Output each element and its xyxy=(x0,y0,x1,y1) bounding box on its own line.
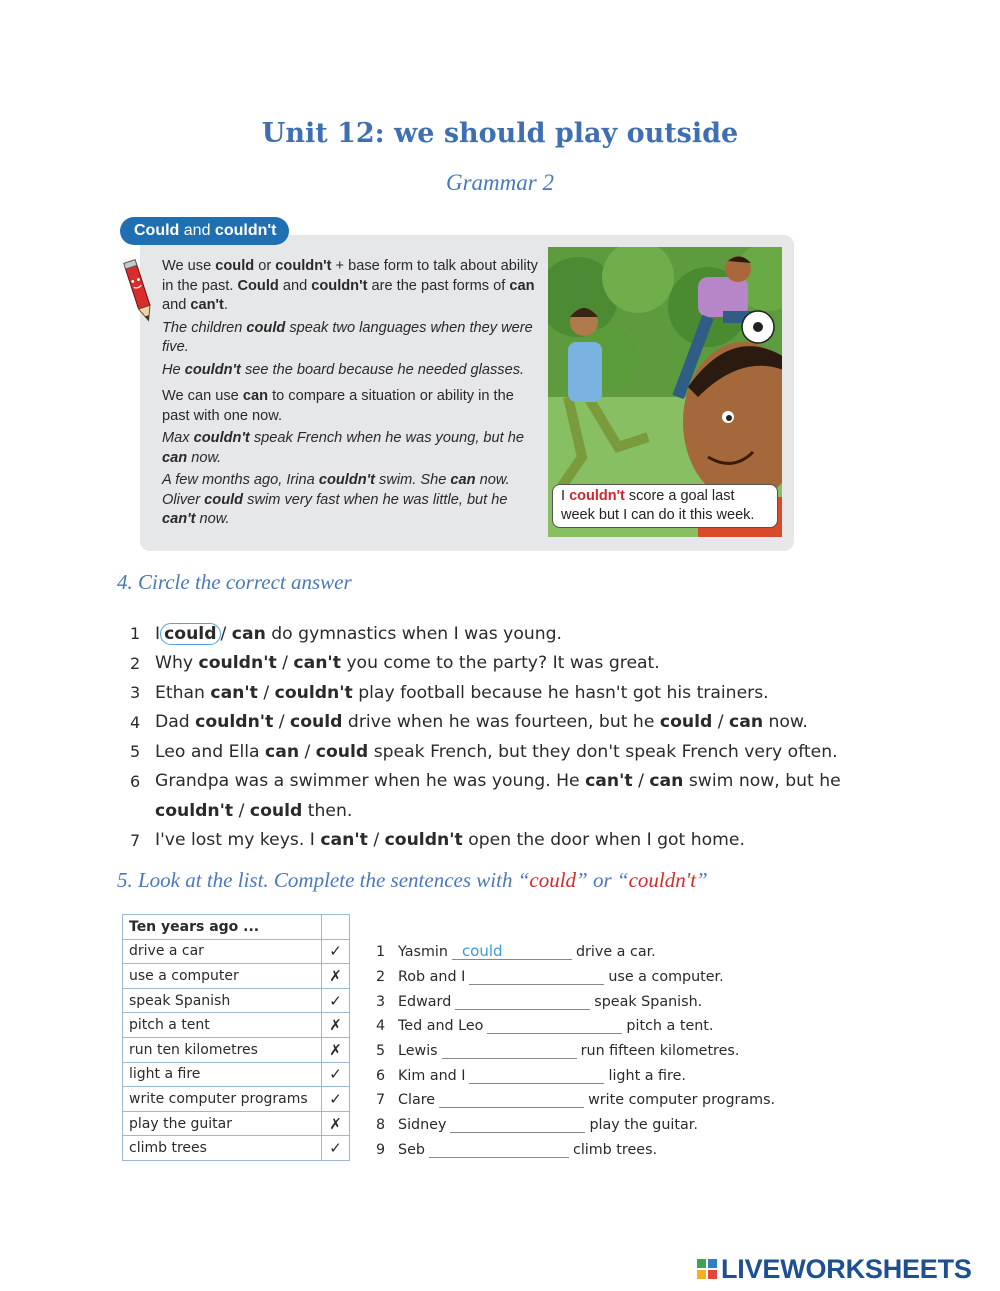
answer-input[interactable] xyxy=(455,994,590,1010)
text-segment: Max xyxy=(162,430,194,446)
text-segment: can xyxy=(509,277,535,294)
item-text xyxy=(155,742,838,762)
bubble-post: score a goal last week but I can do it this week. xyxy=(561,488,755,523)
text-segment: We use xyxy=(162,258,216,274)
text-segment: or xyxy=(254,258,276,274)
text-segment: / xyxy=(299,741,316,762)
cross-icon: ✗ xyxy=(322,964,350,989)
grammar-example-4 xyxy=(162,471,542,491)
sentence-row xyxy=(376,1138,796,1163)
tab-could: Could xyxy=(134,222,180,239)
text-segment: We can use xyxy=(162,388,243,404)
answer-option[interactable]: couldn't xyxy=(384,830,463,851)
text-segment: couldn't xyxy=(311,277,368,294)
text-segment: Why xyxy=(155,653,199,674)
text-segment: Grandpa was a swimmer when he was young. He xyxy=(155,771,586,792)
answer-option[interactable]: can xyxy=(729,712,764,733)
text-segment: / xyxy=(273,712,291,733)
text-segment: see the board because he needed glasses. xyxy=(240,361,525,378)
text-segment: Oliver xyxy=(162,491,205,508)
sentence-subject: Rob and I xyxy=(398,969,466,986)
text-segment: / xyxy=(257,682,275,703)
answer-input[interactable] xyxy=(429,1142,569,1158)
grammar-tab xyxy=(120,217,289,245)
sentence-subject: Kim and I xyxy=(398,1067,466,1084)
sentence-number: 6 xyxy=(376,1067,386,1084)
table-header-mark xyxy=(322,915,350,940)
grammar-example-1 xyxy=(162,319,542,358)
exercise-4-item xyxy=(130,678,860,708)
answer-option[interactable]: could xyxy=(315,741,369,762)
cross-icon: ✗ xyxy=(322,1037,350,1062)
text-segment: to compare a situation or ability in the past with one now. xyxy=(162,388,514,424)
item-number: 2 xyxy=(130,653,141,673)
table-row xyxy=(123,1111,350,1136)
sentence-subject: Sidney xyxy=(398,1117,447,1134)
text-segment: could xyxy=(215,258,255,274)
sentence-rest: climb trees. xyxy=(572,1141,658,1158)
answer-input[interactable] xyxy=(442,1043,577,1059)
logo-square xyxy=(708,1270,717,1279)
table-row xyxy=(123,1013,350,1038)
sentence-number: 8 xyxy=(376,1117,386,1134)
text-segment: can't xyxy=(162,511,196,527)
text-segment: He xyxy=(162,361,185,378)
item-number: 5 xyxy=(130,742,141,762)
sentence-rest: pitch a tent. xyxy=(626,1018,714,1035)
text-segment: A few months ago, Irina xyxy=(162,472,319,488)
sentence-number: 7 xyxy=(376,1092,386,1109)
grammar-rule-2 xyxy=(162,387,542,426)
ex5-heading-mid: ” or “ xyxy=(576,868,629,892)
exercise-4-list xyxy=(130,619,860,855)
exercise-4-item xyxy=(130,767,860,797)
exercise-5-heading xyxy=(117,868,708,893)
sentence-row xyxy=(376,1039,796,1064)
text-segment: speak two languages when they were five. xyxy=(162,319,533,355)
ex5-heading-couldnt: couldn't xyxy=(628,868,697,892)
grammar-text xyxy=(162,257,542,533)
answer-option[interactable]: couldn't xyxy=(198,653,277,674)
sentence-number: 3 xyxy=(376,993,386,1010)
logo-square xyxy=(708,1259,717,1268)
check-icon: ✓ xyxy=(322,988,350,1013)
text-segment: swim. She xyxy=(375,472,451,488)
sentence-number: 2 xyxy=(376,969,386,986)
text-segment: do gymnastics when I was young. xyxy=(265,623,563,644)
text-segment: / xyxy=(276,653,294,674)
text-segment: are the past forms of xyxy=(367,277,510,294)
table-header: Ten years ago ... xyxy=(123,915,322,940)
text-segment: and xyxy=(278,277,312,294)
text-segment: / xyxy=(712,712,730,733)
ex5-heading-could: could xyxy=(529,868,577,892)
text-segment: / xyxy=(233,800,250,821)
answer-option[interactable]: couldn't xyxy=(195,712,274,733)
logo-squares-icon xyxy=(697,1259,717,1279)
text-segment: I xyxy=(155,623,161,644)
activity-cell: pitch a tent xyxy=(123,1013,322,1038)
activity-cell: speak Spanish xyxy=(123,988,322,1013)
item-number: 7 xyxy=(130,830,141,850)
answer-option-selected[interactable]: could xyxy=(160,623,220,645)
exercise-5-sentences xyxy=(376,940,796,1162)
sentence-row xyxy=(376,1113,796,1138)
text-segment: swim very fast when he was little, but he xyxy=(243,491,508,508)
text-segment: can xyxy=(162,449,188,466)
table-row xyxy=(123,1062,350,1087)
text-segment: / xyxy=(220,623,232,644)
item-text xyxy=(155,623,562,645)
sentence-row xyxy=(376,940,796,965)
table-row xyxy=(123,1037,350,1062)
answer-option[interactable]: could xyxy=(249,800,303,821)
table-row xyxy=(123,1136,350,1161)
page-title: Unit 12: we should play outside xyxy=(261,118,739,149)
answer-input[interactable] xyxy=(450,1117,585,1133)
text-segment: Ethan xyxy=(155,682,211,703)
exercise-4-item xyxy=(130,737,860,767)
table-row xyxy=(123,964,350,989)
sentence-rest: use a computer. xyxy=(608,969,724,986)
logo-text: LIVEWORKSHEETS xyxy=(721,1253,972,1284)
sentence-number: 1 xyxy=(376,944,386,961)
item-number: 6 xyxy=(130,771,141,791)
answer-option[interactable]: could xyxy=(659,712,713,733)
grammar-example-2 xyxy=(162,361,542,381)
activity-table xyxy=(122,914,350,1161)
exercise-4-item xyxy=(130,619,860,649)
answer-input[interactable] xyxy=(439,1092,584,1108)
tab-couldnt: couldn't xyxy=(214,222,277,239)
answer-input[interactable] xyxy=(487,1018,622,1034)
answer-input[interactable] xyxy=(469,969,604,985)
sentence-row xyxy=(376,1088,796,1113)
answer-option[interactable]: can xyxy=(265,741,300,762)
item-text xyxy=(155,712,808,732)
sentence-subject: Clare xyxy=(398,1092,436,1109)
pencil-icon xyxy=(122,258,156,324)
answer-input[interactable]: could xyxy=(452,944,572,960)
activity-cell: drive a car xyxy=(123,939,322,964)
exercise-4-item xyxy=(130,796,860,826)
item-number: 4 xyxy=(130,712,141,732)
exercise-4-item xyxy=(130,826,860,856)
activity-cell: run ten kilometres xyxy=(123,1037,322,1062)
answer-option[interactable]: can xyxy=(649,771,684,792)
text-segment: + base form to talk about ability in the past. xyxy=(162,258,538,294)
answer-option[interactable]: couldn't xyxy=(274,682,353,703)
text-segment: Leo and Ella xyxy=(155,741,266,762)
activity-cell: light a fire xyxy=(123,1062,322,1087)
answer-option[interactable]: could xyxy=(290,712,343,733)
sentence-subject: Seb xyxy=(398,1141,425,1158)
sentence-rest: speak Spanish. xyxy=(594,993,703,1010)
ex5-heading-pre: 5. Look at the list. Complete the sentences with “ xyxy=(117,868,530,892)
sentence-row xyxy=(376,965,796,990)
activity-cell: use a computer xyxy=(123,964,322,989)
text-segment: Could xyxy=(237,277,279,294)
text-segment: couldn't xyxy=(184,361,241,378)
sentence-rest: drive a car. xyxy=(575,944,656,961)
cross-icon: ✗ xyxy=(322,1111,350,1136)
sentence-rest: play the guitar. xyxy=(589,1117,698,1134)
sentence-subject: Lewis xyxy=(398,1043,438,1060)
item-text xyxy=(155,653,660,673)
activity-cell: climb trees xyxy=(123,1136,322,1161)
text-segment: now. xyxy=(187,449,222,466)
text-segment: you come to the party? It was great. xyxy=(340,653,660,674)
text-segment: The children xyxy=(162,319,247,336)
text-segment: can't xyxy=(190,297,224,313)
answer-input[interactable] xyxy=(469,1068,604,1084)
tab-and: and xyxy=(179,222,215,239)
text-segment: then. xyxy=(302,800,353,821)
check-icon: ✓ xyxy=(322,1087,350,1112)
sentence-subject: Edward xyxy=(398,993,452,1010)
liveworksheets-logo xyxy=(697,1254,972,1284)
text-segment: swim now, but he xyxy=(683,771,841,792)
text-segment: now. xyxy=(475,472,510,488)
answer-option[interactable]: can't xyxy=(293,653,341,674)
activity-cell: play the guitar xyxy=(123,1111,322,1136)
check-icon: ✓ xyxy=(322,939,350,964)
sentence-subject: Ted and Leo xyxy=(398,1018,484,1035)
sentence-rest: run fifteen kilometres. xyxy=(580,1043,740,1060)
sentence-rest: write computer programs. xyxy=(588,1092,776,1109)
grammar-example-5 xyxy=(162,491,542,530)
logo-square xyxy=(697,1270,706,1279)
check-icon: ✓ xyxy=(322,1136,350,1161)
answer-option[interactable]: can xyxy=(231,623,266,644)
check-icon: ✓ xyxy=(322,1062,350,1087)
speech-bubble xyxy=(552,484,778,528)
text-segment: now. xyxy=(763,712,808,733)
table-header-row xyxy=(123,915,350,940)
item-text xyxy=(155,830,745,850)
sentence-subject: Yasmin xyxy=(398,944,448,961)
sentence-number: 4 xyxy=(376,1018,386,1035)
bubble-pre: I xyxy=(561,488,570,504)
text-segment: can xyxy=(450,472,476,488)
text-segment: couldn't xyxy=(275,258,332,274)
sentence-row xyxy=(376,1014,796,1039)
page-subtitle: Grammar 2 xyxy=(446,170,554,195)
answer-option[interactable]: couldn't xyxy=(155,800,234,821)
activity-cell: write computer programs xyxy=(123,1087,322,1112)
grammar-rule-1 xyxy=(162,257,542,316)
logo-square xyxy=(697,1259,706,1268)
text-segment: / xyxy=(367,830,385,851)
item-text xyxy=(155,683,769,703)
text-segment: and xyxy=(162,297,191,313)
sentence-number: 9 xyxy=(376,1141,386,1158)
grammar-example-3 xyxy=(162,429,542,468)
item-text xyxy=(155,771,841,791)
text-segment: drive when he was fourteen, but he xyxy=(342,712,660,733)
table-row xyxy=(123,988,350,1013)
text-segment: Dad xyxy=(155,712,196,733)
table-row xyxy=(123,1087,350,1112)
exercise-4-item xyxy=(130,708,860,738)
text-segment: play football because he hasn't got his trainers. xyxy=(352,682,769,703)
answer-option[interactable]: can't xyxy=(320,830,368,851)
sentence-row xyxy=(376,989,796,1014)
exercise-4-item xyxy=(130,649,860,679)
answer-option[interactable]: can't xyxy=(585,771,633,792)
answer-option[interactable]: can't xyxy=(210,682,258,703)
text-segment: could xyxy=(204,491,244,508)
text-segment: speak French, but they don't speak French very often. xyxy=(368,741,838,762)
exercise-4-heading: 4. Circle the correct answer xyxy=(117,570,352,594)
sentence-rest: light a fire. xyxy=(608,1067,686,1084)
cross-icon: ✗ xyxy=(322,1013,350,1038)
text-segment: open the door when I got home. xyxy=(462,830,745,851)
text-segment: couldn't xyxy=(193,430,250,446)
text-segment: . xyxy=(223,297,228,313)
bubble-bold: couldn't xyxy=(569,488,625,504)
item-text xyxy=(155,801,352,821)
text-segment: I've lost my keys. I xyxy=(155,830,321,851)
text-segment: couldn't xyxy=(318,472,375,488)
sentence-number: 5 xyxy=(376,1043,386,1060)
text-segment: / xyxy=(632,771,650,792)
text-segment: can xyxy=(242,388,269,404)
sentence-row xyxy=(376,1063,796,1088)
text-segment: speak French when he was young, but he xyxy=(249,430,525,446)
ex5-heading-post: ” xyxy=(696,868,708,892)
item-number: 3 xyxy=(130,683,141,703)
text-segment: now. xyxy=(195,511,230,527)
item-number: 1 xyxy=(130,624,141,644)
text-segment: could xyxy=(246,319,286,336)
table-row xyxy=(123,939,350,964)
